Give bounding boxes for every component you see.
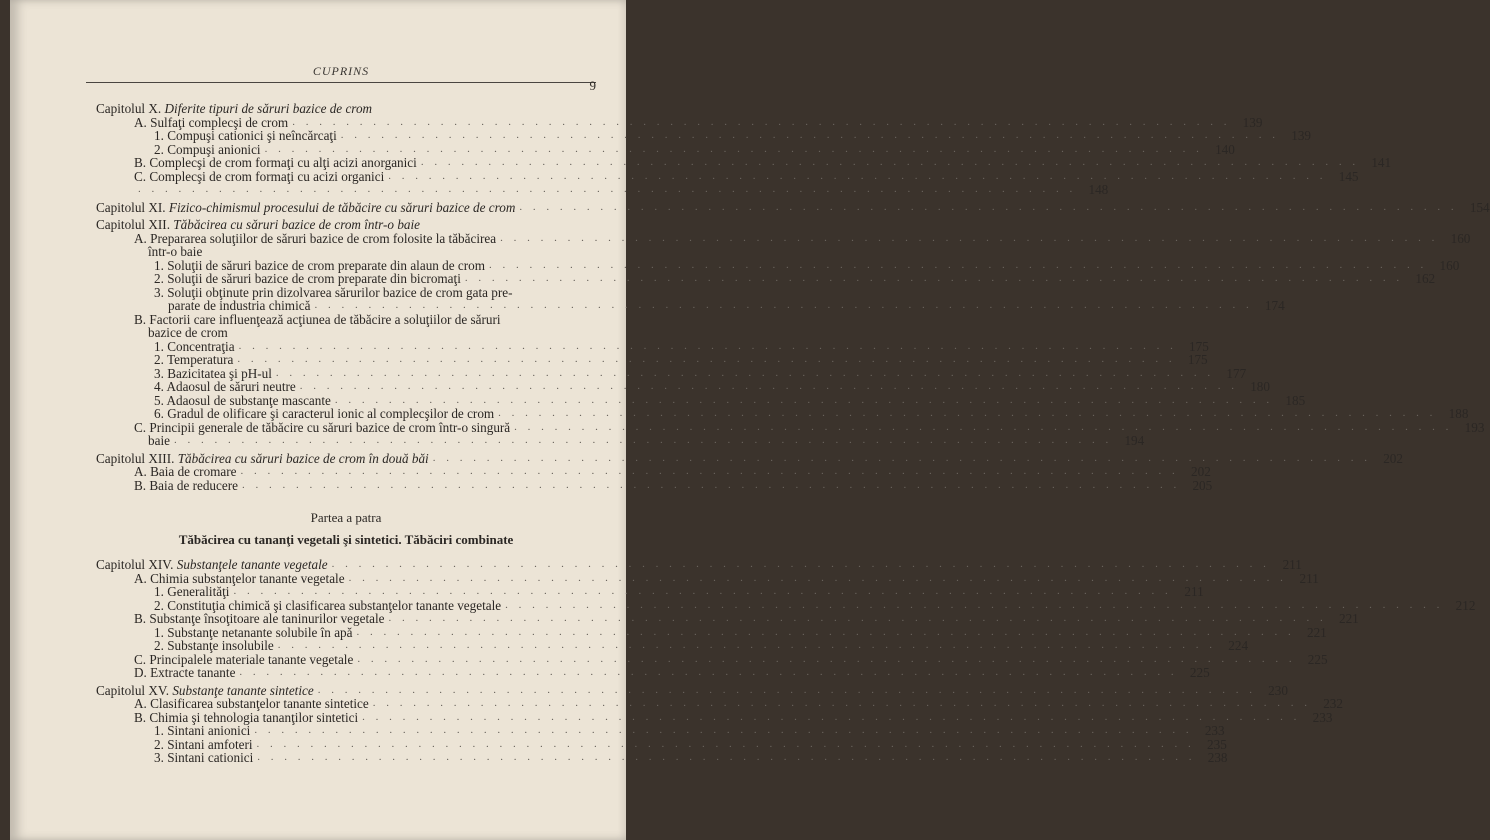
dot-leader: [335, 394, 1273, 408]
toc-page-number: 221: [1306, 624, 1327, 640]
dot-leader: [138, 183, 1076, 197]
toc-entry-text: B. Complecşi de crom formaţi cu alţi acizi anorganici: [134, 155, 417, 170]
toc-page-number: 224: [1228, 638, 1249, 653]
toc-entry-text: 5. Adaosul de substanţe mascante: [154, 392, 331, 408]
toc-page-number: 225: [1189, 665, 1210, 680]
toc-entry-continuation: [96, 245, 596, 259]
toc-entry-text: B. Baia de reducere: [134, 477, 238, 493]
toc-page-number: 188: [1448, 406, 1469, 421]
toc-entry: [96, 128, 1311, 143]
toc-entry: [96, 257, 1460, 273]
toc-entry-text: 6. Gradul de olificare şi caracterul ionic al complecşilor de crom: [154, 406, 495, 421]
toc-page-number: 202: [1383, 450, 1403, 466]
toc-page-number: 185: [1285, 392, 1306, 408]
toc-chapter-heading: [96, 684, 314, 698]
toc-page-number: 211: [1184, 584, 1204, 599]
toc-entry-text: A. Sulfaţi complecşi de crom: [134, 114, 289, 130]
dot-leader: [498, 407, 1436, 421]
toc-chapter-label: Capitolul X.: [96, 101, 162, 116]
toc-entry-text: C. Principii generale de tăbăcire cu săruri bazice de crom într-o singură: [134, 419, 511, 435]
toc-page-number: 211: [1282, 557, 1302, 572]
toc-entry: [96, 338, 1209, 354]
toc-entry: [96, 736, 1227, 752]
toc-entry: [96, 286, 596, 300]
toc-entry: [96, 271, 1436, 286]
toc-page-number: 139: [1242, 114, 1263, 130]
toc-entry-text: B. Chimia şi tehnologia tananţilor sintetici: [134, 709, 359, 725]
toc-page-number: 160: [1450, 230, 1471, 246]
toc-page-number: 175: [1189, 338, 1209, 354]
dot-leader: [292, 116, 1230, 130]
toc-entry-text: 4. Adaosul de săruri neutre: [154, 379, 296, 394]
toc-page-number: 235: [1207, 736, 1227, 752]
toc-entry-text: 2. Constituţia chimică şi clasificarea substanţelor tanante vegetale: [154, 597, 502, 613]
toc-entry: [96, 182, 1109, 197]
toc-chapter-title: Substanţe tanante sintetice: [172, 682, 314, 698]
dot-leader: [362, 711, 1300, 725]
dot-leader: [373, 697, 1311, 711]
toc-entry: [96, 477, 1213, 493]
toc-chapter-heading: [96, 102, 372, 116]
toc-entry: [96, 392, 1306, 408]
toc-entry-text: 2. Soluţii de săruri bazice de crom preparate din bicromaţi: [154, 271, 461, 286]
toc-entry: [96, 709, 1333, 725]
toc-page-number: 162: [1415, 271, 1436, 286]
toc-chapter-heading: [96, 201, 515, 215]
toc-entry: [96, 352, 1208, 367]
toc-chapter-label: Capitolul XI.: [96, 199, 166, 215]
toc-entry: [96, 419, 1485, 435]
toc-entry: [96, 584, 1204, 599]
dot-leader: [465, 272, 1403, 286]
dot-leader: [514, 421, 1452, 435]
toc-entry: [96, 168, 1359, 184]
toc-entry-text: bazice de crom: [148, 325, 228, 340]
toc-page-number: 233: [1204, 723, 1225, 738]
toc-section-b: [96, 557, 1476, 765]
dot-leader: [237, 353, 1175, 367]
dot-leader: [357, 653, 1295, 667]
dot-leader: [241, 465, 1179, 479]
toc-page-number: 194: [1124, 433, 1145, 448]
toc-page-number: 145: [1338, 168, 1359, 184]
toc-chapter-title: Substanţele tanante vegetale: [176, 557, 328, 572]
dot-leader: [388, 170, 1326, 184]
toc-chapter-label: Capitolul XIII.: [96, 450, 175, 466]
page-header: [86, 64, 596, 93]
toc-page-number: 139: [1291, 128, 1311, 143]
dot-leader: [421, 156, 1359, 170]
page-number: 9: [589, 78, 596, 93]
toc-entry: [96, 750, 1228, 765]
toc-page-number: 221: [1338, 611, 1359, 626]
dot-leader: [318, 684, 1256, 698]
toc-entry-text: A. Clasificarea substanţelor tanante sintetice: [134, 696, 369, 711]
toc-chapter-label: Capitolul XIV.: [96, 557, 174, 572]
toc-page-number: 225: [1307, 651, 1328, 667]
toc-entry-text: 1. Substanţe netanante solubile în apă: [154, 624, 353, 640]
toc-entry: [96, 379, 1270, 394]
toc-entry: [96, 230, 1471, 246]
toc-page-number: 212: [1455, 597, 1476, 613]
toc-chapter-title: Tăbăcirea cu săruri bazice de crom într-o baie: [173, 217, 421, 232]
toc-entry-text: într-o baie: [148, 244, 203, 259]
toc-entry-text: 1. Soluţii de săruri bazice de crom preparate din alaun de crom: [154, 257, 486, 273]
toc-page-number: 174: [1264, 298, 1285, 313]
toc-page-number: 180: [1250, 379, 1270, 394]
running-head: CUPRINS: [312, 64, 370, 78]
toc-entry-text: 1. Sintani anionici: [154, 723, 251, 738]
dot-leader: [349, 572, 1287, 586]
toc-chapter-title: Fizico-chimismul procesului de tăbăcire cu săruri bazice de crom: [168, 199, 516, 215]
dot-leader: [341, 129, 1279, 143]
toc-entry: [96, 624, 1327, 640]
toc-entry: [96, 696, 1343, 711]
toc-entry: [96, 611, 1359, 626]
toc-entry-text: parate de industria chimică: [168, 298, 311, 313]
toc-entry-text: 3. Bazicitatea şi pH-ul: [154, 365, 272, 381]
toc-chapter-heading: [96, 218, 420, 232]
dot-leader: [433, 452, 1371, 466]
toc-entry-text: A. Baia de cromare: [134, 464, 237, 479]
toc-entry-continuation: [96, 326, 596, 340]
toc-entry: [96, 597, 1476, 613]
toc-entry: [96, 433, 1145, 448]
toc-entry-text: C. Principalele materiale tanante vegetale: [134, 651, 354, 667]
dot-leader: [239, 666, 1177, 680]
dot-leader: [242, 479, 1180, 493]
toc-entry-text: D. Extracte tanante: [134, 665, 236, 680]
toc-entry-text: 1. Compuşi cationici şi neîncărcaţi: [154, 128, 337, 143]
toc-chapter: [96, 102, 596, 116]
dot-leader: [276, 367, 1214, 381]
toc-chapter-label: Capitolul XII.: [96, 217, 170, 232]
toc-entry-text: 1. Concentraţia: [154, 338, 235, 354]
toc-page-number: 232: [1323, 696, 1343, 711]
toc-entry: [96, 365, 1247, 381]
toc-entry: [96, 313, 596, 327]
toc-page-number: 205: [1192, 477, 1213, 493]
dot-leader: [519, 201, 1457, 215]
toc-entry: [96, 464, 1211, 479]
toc-page-number: 202: [1191, 464, 1211, 479]
toc-entry-text: 1. Generalităţi: [154, 584, 230, 599]
toc-chapter: [96, 682, 1288, 698]
toc-chapter: [96, 557, 1302, 572]
toc-entry-text: 3. Soluţii obţinute prin dizolvarea sărurilor bazice de crom gata pre-: [154, 284, 513, 300]
toc-entry: [96, 298, 1285, 313]
toc-entry-text: A. Prepararea soluţiilor de săruri bazice de crom folosite la tăbăcirea: [134, 230, 497, 246]
toc-page-number: 140: [1215, 141, 1235, 157]
toc-chapter-heading: [96, 558, 328, 572]
dot-leader: [257, 751, 1195, 765]
toc-page-number: 148: [1088, 182, 1109, 197]
dot-leader: [300, 380, 1238, 394]
toc-chapter-label: Capitolul XV.: [96, 682, 170, 698]
toc-chapter-title: Tăbăcirea cu săruri bazice de crom în două băi: [177, 450, 429, 466]
toc-page-number: 211: [1299, 570, 1319, 586]
dot-leader: [505, 599, 1443, 613]
toc-entry-text: 3. Sintani cationici: [154, 750, 254, 765]
toc-section-a: [96, 101, 1490, 493]
dot-leader: [389, 612, 1327, 626]
toc-entry-text: baie: [148, 433, 170, 448]
toc-entry-text: 2. Substanţe insolubile: [154, 638, 274, 653]
dot-leader: [489, 259, 1427, 273]
toc-entry: [96, 638, 1249, 653]
dot-leader: [500, 232, 1438, 246]
toc-entry-text: 2. Compuşi anionici: [154, 141, 261, 157]
dot-leader: [257, 738, 1195, 752]
toc-entry: [96, 406, 1469, 421]
toc-entry-text: C. Complecşi de crom formaţi cu acizi organici: [134, 168, 385, 184]
toc-entry: [96, 570, 1319, 586]
toc-page-number: 175: [1187, 352, 1208, 367]
toc-chapter-heading: [96, 452, 429, 466]
part-title: Partea a patra: [310, 510, 382, 525]
toc-entry: [96, 155, 1392, 170]
toc-entry: [96, 141, 1235, 157]
toc-page-number: 193: [1464, 419, 1485, 435]
dot-leader: [265, 143, 1203, 157]
dot-leader: [278, 639, 1216, 653]
toc-entry: [96, 114, 1263, 130]
toc-chapter: [96, 218, 596, 232]
toc-page-number: 238: [1207, 750, 1228, 765]
dot-leader: [174, 434, 1112, 448]
toc-page-number: 160: [1439, 257, 1460, 273]
toc-entry-text: B. Factorii care influenţează acţiunea de tăbăcire a soluţiilor de săruri: [134, 311, 501, 327]
toc-page-number: 154: [1469, 199, 1490, 215]
toc-page-number: 233: [1312, 709, 1333, 725]
toc-page-number: 141: [1371, 155, 1392, 170]
table-of-contents: [96, 98, 1490, 765]
toc-chapter-title: Diferite tipuri de săruri bazice de crom: [164, 101, 373, 116]
toc-chapter: [96, 199, 1490, 215]
dot-leader: [314, 299, 1252, 313]
toc-entry: [96, 651, 1328, 667]
book-page: [10, 0, 1490, 840]
dot-leader: [254, 724, 1192, 738]
dot-leader: [332, 558, 1270, 572]
toc-page-number: 177: [1226, 365, 1247, 381]
toc-entry-text: A. Chimia substanţelor tanante vegetale: [134, 570, 345, 586]
toc-entry-text: 2. Temperatura: [154, 352, 234, 367]
toc-page-number: 230: [1268, 682, 1288, 698]
toc-entry-text: B. Substanţe însoţitoare ale taninurilor vegetale: [134, 611, 385, 626]
toc-entry: [96, 665, 1210, 680]
part-subtitle: Tăbăcirea cu tananţi vegetali şi sintetici. Tăbăciri combinate: [178, 532, 514, 547]
toc-chapter: [96, 450, 1403, 466]
dot-leader: [357, 626, 1295, 640]
toc-entry-text: 2. Sintani amfoteri: [154, 736, 253, 752]
dot-leader: [239, 340, 1177, 354]
toc-entry: [96, 723, 1225, 738]
dot-leader: [233, 585, 1171, 599]
